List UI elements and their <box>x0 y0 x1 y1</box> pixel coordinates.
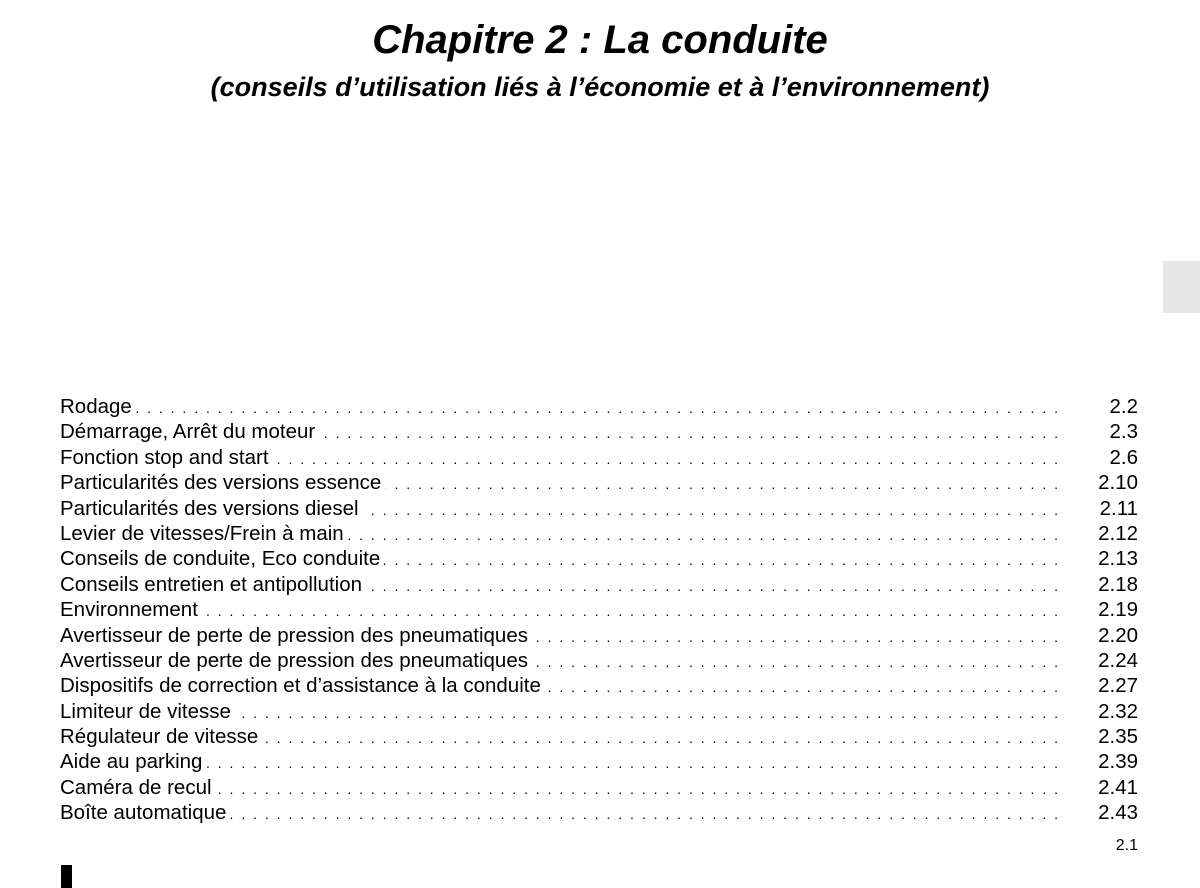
toc-entry[interactable] <box>60 419 1138 444</box>
toc-entry-page: 2.43 <box>1098 801 1138 825</box>
toc-entry[interactable] <box>60 597 1138 622</box>
toc-entry-label: Conseils entretien et antipollution <box>60 572 362 596</box>
toc-entry-page: 2.2 <box>1109 395 1138 418</box>
toc-entry[interactable] <box>60 496 1138 521</box>
toc-entry[interactable] <box>60 648 1138 673</box>
toc-entry-label: Démarrage, Arrêt du moteur <box>60 420 316 444</box>
toc-entry-page: 2.3 <box>1109 420 1138 444</box>
toc-entry-label: Environnement <box>60 598 198 622</box>
toc-entry[interactable] <box>60 521 1138 546</box>
toc-entry[interactable] <box>60 775 1138 800</box>
toc-dot-leader <box>202 599 1060 624</box>
chapter-subtitle: (conseils d’utilisation liés à l’économie et à l’environnement) <box>210 72 990 102</box>
toc-entry-page: 2.24 <box>1098 648 1138 672</box>
toc-entry-label: Dispositifs de correction et d’assistance à la conduite <box>60 674 541 698</box>
toc-entry-page: 2.12 <box>1098 521 1138 545</box>
toc-entry-label: Limiteur de vitesse <box>60 699 231 723</box>
toc-dot-leader <box>273 447 1060 472</box>
toc-entry-label: Aide au parking <box>60 750 203 774</box>
toc-entry-label: Particularités des versions diesel <box>60 496 359 520</box>
chapter-title: Chapitre 2 : La conduite <box>372 18 828 62</box>
table-of-contents <box>60 394 1138 826</box>
toc-dot-leader <box>532 625 1060 650</box>
toc-entry-page: 2.20 <box>1098 623 1138 647</box>
toc-entry[interactable] <box>60 724 1138 749</box>
toc-entry-page: 2.19 <box>1098 598 1138 622</box>
toc-entry[interactable] <box>60 800 1138 825</box>
toc-dot-leader <box>216 777 1060 802</box>
toc-dot-leader <box>384 548 1060 573</box>
toc-entry-label: Boîte automatique <box>60 801 227 825</box>
toc-dot-leader <box>363 498 1060 523</box>
page-number: 2.1 <box>1115 837 1138 854</box>
toc-entry[interactable] <box>60 546 1138 571</box>
toc-entry-page: 2.13 <box>1098 547 1138 571</box>
toc-entry-label: Conseils de conduite, Eco conduite <box>60 547 381 571</box>
toc-dot-leader <box>136 396 1060 421</box>
toc-dot-leader <box>319 421 1060 446</box>
toc-entry-label: Levier de vitesses/Frein à main <box>60 521 344 545</box>
toc-dot-leader <box>532 650 1060 675</box>
toc-entry-page: 2.41 <box>1098 775 1138 799</box>
toc-entry-page: 2.10 <box>1098 471 1138 495</box>
toc-entry[interactable] <box>60 623 1138 648</box>
page-corner-mark <box>61 865 72 888</box>
toc-entry[interactable] <box>60 699 1138 724</box>
toc-entry-label: Avertisseur de perte de pression des pneumatiques <box>60 648 528 672</box>
toc-dot-leader <box>385 472 1060 497</box>
toc-entry-label: Avertisseur de perte de pression des pneumatiques <box>60 623 528 647</box>
toc-entry[interactable] <box>60 394 1138 419</box>
toc-dot-leader <box>545 675 1060 700</box>
toc-dot-leader <box>366 574 1060 599</box>
toc-dot-leader <box>262 726 1060 751</box>
toc-entry-page: 2.39 <box>1098 750 1138 774</box>
toc-dot-leader <box>348 523 1060 548</box>
toc-dot-leader <box>230 802 1060 827</box>
toc-entry-page: 2.27 <box>1098 674 1138 698</box>
toc-entry-label: Rodage <box>60 395 132 418</box>
toc-entry[interactable] <box>60 572 1138 597</box>
toc-entry-label: Caméra de recul <box>60 775 212 799</box>
toc-entry[interactable] <box>60 470 1138 495</box>
toc-entry-page: 2.18 <box>1098 572 1138 596</box>
toc-entry-page: 2.35 <box>1098 725 1138 749</box>
chapter-side-tab <box>1163 261 1200 313</box>
toc-entry[interactable] <box>60 445 1138 470</box>
toc-entry-label: Régulateur de vitesse <box>60 725 259 749</box>
toc-entry-label: Particularités des versions essence <box>60 471 382 495</box>
toc-entry-page: 2.32 <box>1098 699 1138 723</box>
toc-entry[interactable] <box>60 673 1138 698</box>
toc-entry-page: 2.11 <box>1099 496 1138 520</box>
toc-dot-leader <box>235 701 1060 726</box>
toc-dot-leader <box>206 751 1060 776</box>
toc-entry[interactable] <box>60 749 1138 774</box>
toc-entry-label: Fonction stop and start <box>60 445 269 469</box>
toc-entry-page: 2.6 <box>1109 445 1138 469</box>
